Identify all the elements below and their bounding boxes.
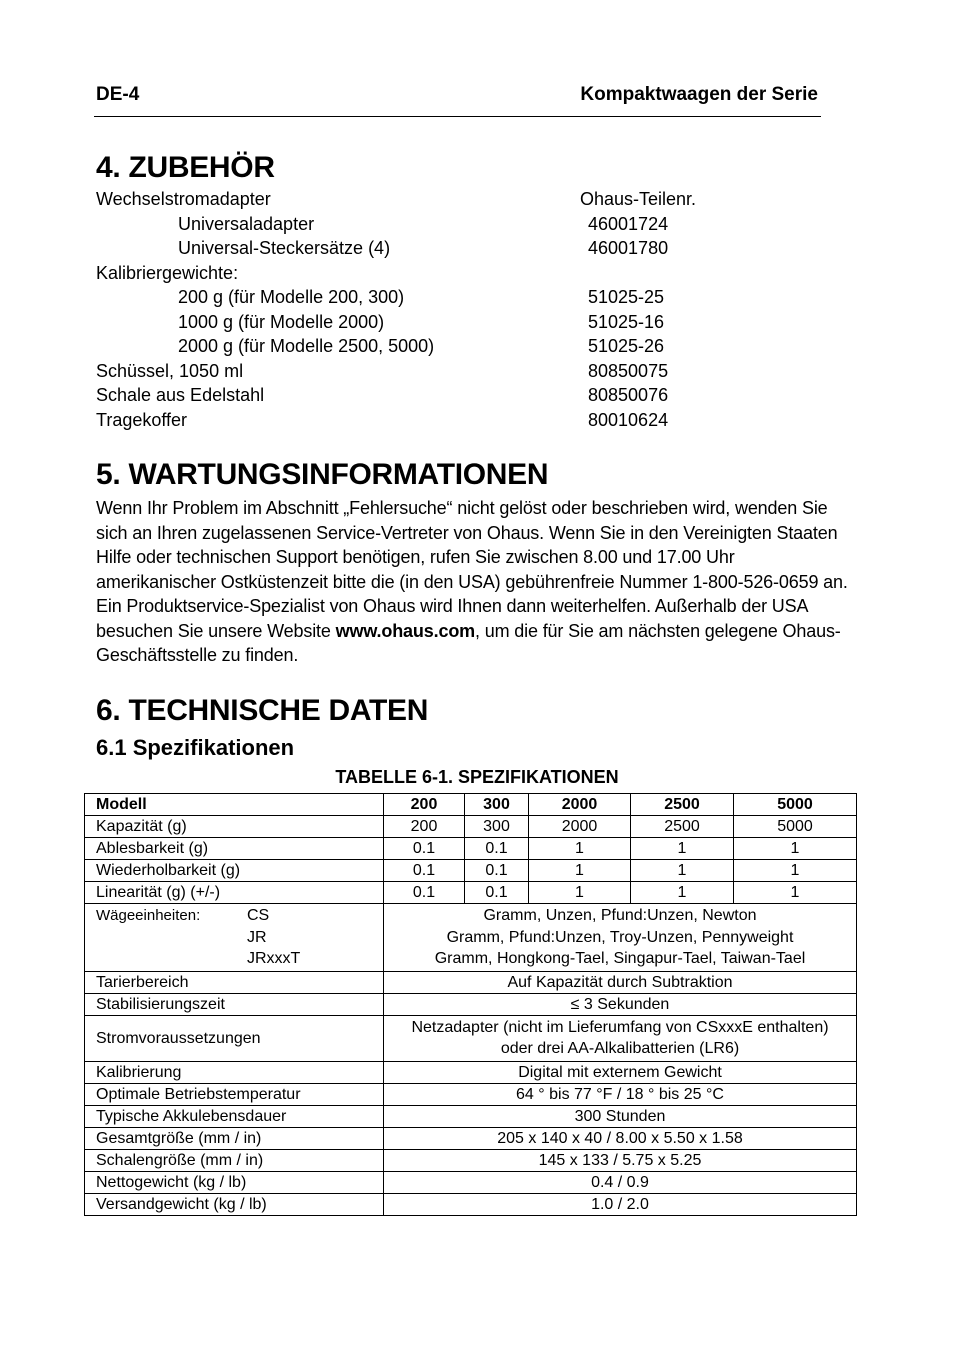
table-cell: 0.1	[465, 882, 529, 904]
specifications-table	[84, 793, 857, 1216]
model-header-cell: 2500	[631, 794, 734, 816]
spec-label: Typische Akkulebensdauer	[85, 1105, 384, 1127]
table-cell: 0.1	[465, 838, 529, 860]
spec-label: Versandgewicht (kg / lb)	[85, 1193, 384, 1215]
spec-label: Kapazität (g)	[85, 816, 384, 838]
accessory-part-number: 51025-25	[588, 287, 665, 307]
spec-value	[384, 1015, 857, 1061]
table-row	[85, 1061, 857, 1083]
model-header-cell: 200	[384, 794, 465, 816]
table-row	[85, 816, 857, 838]
spec-label: Schalengröße (mm / in)	[85, 1149, 384, 1171]
weighing-units-label	[96, 905, 383, 969]
table-row	[85, 1193, 857, 1215]
spec-value: 64 ° bis 77 °F / 18 ° bis 25 °C	[384, 1083, 857, 1105]
table-cell: 0.1	[384, 882, 465, 904]
service-paragraph	[96, 496, 856, 668]
table-cell: 1	[734, 838, 857, 860]
weighing-units-title: Wägeeinheiten:	[96, 907, 201, 925]
table-row	[85, 904, 857, 972]
accessory-part-number: 80010624	[588, 409, 669, 430]
accessory-row	[96, 383, 796, 408]
accessory-name: 2000 g (für Modelle 2500, 5000)	[178, 336, 435, 356]
service-text-part1: Wenn Ihr Problem im Abschnitt „Fehlersuche“ nicht gelöst oder beschrieben wird, wenden Sie sich an Ihren zugelassenen Service-Vertreter von Ohaus. Wenn Sie in den Vereinigten Staaten Hilfe oder technischen Support benötigen, rufen Sie zwischen 8.00 und 17.00 Uhr amerikanischer Ostküstenzeit bitte die (in den USA) gebührenfreie Nummer 1-800-526-0659 an. Ein Produktservice-Spezialist von Ohaus wird Ihnen dann weiterhelfen. Außerhalb der USA besuchen Sie unsere Website	[96, 498, 848, 641]
unit-model-key: JRxxxT	[247, 950, 301, 968]
accessory-part-number: Ohaus-Teilenr.	[580, 189, 697, 209]
accessory-row	[96, 285, 796, 310]
spec-label: Nettogewicht (kg / lb)	[85, 1171, 384, 1193]
table-caption: TABELLE 6-1. SPEZIFIKATIONEN	[335, 767, 619, 787]
accessory-name: Schüssel, 1050 ml	[96, 360, 244, 381]
table-cell: 1	[631, 838, 734, 860]
unit-list: Gramm, Hongkong-Tael, Singapur-Tael, Taiwan-Tael	[434, 950, 806, 967]
table-cell: 0.1	[384, 838, 465, 860]
accessory-row	[96, 334, 796, 359]
accessory-name: 200 g (für Modelle 200, 300)	[178, 287, 405, 307]
table-cell: 1	[631, 860, 734, 882]
accessory-part-number: 51025-26	[588, 336, 665, 356]
unit-model-key: JR	[247, 928, 267, 946]
page-number: DE-4	[96, 84, 140, 105]
table-cell: 1	[529, 860, 631, 882]
row-header-cell: Modell	[85, 794, 384, 816]
power-line: oder drei AA-Alkalibatterien (LR6)	[500, 1040, 740, 1057]
accessory-part-number: 46001780	[588, 238, 669, 258]
table-cell: 2500	[631, 816, 734, 838]
table-header-row	[85, 794, 857, 816]
accessory-name: Wechselstromadapter	[96, 189, 271, 209]
table-cell: 1	[734, 860, 857, 882]
table-cell: 0.1	[384, 860, 465, 882]
service-text-part2: , um die für Sie am nächsten gelegene Ohaus-Geschäftsstelle zu finden.	[96, 620, 841, 665]
table-row	[85, 1083, 857, 1105]
spec-label: Stromvoraussetzungen	[85, 1015, 384, 1061]
unit-list: Gramm, Unzen, Pfund:Unzen, Newton	[483, 907, 757, 924]
header-divider	[94, 116, 821, 117]
table-cell: 1	[529, 882, 631, 904]
unit-model-key: CS	[247, 907, 270, 925]
spec-label: Stabilisierungszeit	[85, 993, 384, 1015]
accessory-name: 1000 g (für Modelle 2000)	[178, 311, 385, 332]
website-link[interactable]: www.ohaus.com	[335, 620, 476, 641]
accessory-name: Universal-Steckersätze (4)	[178, 238, 391, 258]
spec-value: Auf Kapazität durch Subtraktion	[384, 971, 857, 993]
table-cell: 2000	[529, 816, 631, 838]
spec-label: Kalibrierung	[85, 1061, 384, 1083]
accessory-row	[96, 212, 796, 237]
weighing-units-models	[247, 905, 300, 970]
spec-value: 205 x 140 x 40 / 8.00 x 5.50 x 1.58	[384, 1127, 857, 1149]
spec-value: 300 Stunden	[384, 1105, 857, 1127]
accessory-row	[96, 187, 796, 212]
model-header-cell: 2000	[529, 794, 631, 816]
accessory-row	[96, 359, 796, 384]
unit-list: Gramm, Pfund:Unzen, Troy-Unzen, Pennyweight	[446, 928, 794, 946]
table-row	[85, 838, 857, 860]
accessory-part-number: 80850076	[588, 385, 669, 405]
accessory-row	[96, 261, 796, 286]
spec-value: 1.0 / 2.0	[384, 1193, 857, 1215]
table-row	[85, 860, 857, 882]
table-cell: 1	[734, 882, 857, 904]
section-title-technical-data: 6. TECHNISCHE DATEN	[96, 694, 429, 727]
table-row	[85, 882, 857, 904]
accessory-row	[96, 236, 796, 261]
table-cell: 1	[631, 882, 734, 904]
table-cell: 200	[384, 816, 465, 838]
accessories-list	[96, 187, 796, 432]
spec-value: 0.4 / 0.9	[384, 1171, 857, 1193]
model-header-cell: 300	[465, 794, 529, 816]
spec-label: Wiederholbarkeit (g)	[85, 860, 384, 882]
spec-value: 145 x 133 / 5.75 x 5.25	[384, 1149, 857, 1171]
accessory-part-number: 80850075	[588, 360, 669, 381]
subsection-title-specifications: 6.1 Spezifikationen	[96, 735, 295, 760]
accessory-part-number: 46001724	[588, 213, 669, 234]
accessory-row	[96, 310, 796, 335]
spec-label	[85, 904, 384, 972]
table-cell: 5000	[734, 816, 857, 838]
table-row	[85, 1149, 857, 1171]
table-cell: 0.1	[465, 860, 529, 882]
accessory-part-number: 51025-16	[588, 311, 665, 332]
accessory-name: Tragekoffer	[96, 409, 188, 430]
weighing-units-values	[384, 904, 857, 972]
table-row	[85, 1127, 857, 1149]
spec-value: Digital mit externem Gewicht	[384, 1061, 857, 1083]
model-header-cell: 5000	[734, 794, 857, 816]
table-row	[85, 971, 857, 993]
spec-label: Ablesbarkeit (g)	[85, 838, 384, 860]
spec-label: Gesamtgröße (mm / in)	[85, 1127, 384, 1149]
accessory-name: Schale aus Edelstahl	[96, 385, 265, 405]
power-line: Netzadapter (nicht im Lieferumfang von CSxxxE enthalten)	[411, 1018, 829, 1036]
accessory-name: Kalibriergewichte:	[96, 262, 239, 283]
table-row	[85, 993, 857, 1015]
table-row	[85, 1015, 857, 1061]
spec-label: Tarierbereich	[85, 971, 384, 993]
section-title-service: 5. WARTUNGSINFORMATIONEN	[96, 458, 549, 491]
table-cell: 300	[465, 816, 529, 838]
table-row	[85, 1105, 857, 1127]
accessory-name: Universaladapter	[178, 213, 315, 234]
section-title-accessories: 4. ZUBEHÖR	[96, 151, 275, 184]
spec-value: ≤ 3 Sekunden	[384, 993, 857, 1015]
spec-label: Optimale Betriebstemperatur	[85, 1083, 384, 1105]
table-cell: 1	[529, 838, 631, 860]
document-title: Kompaktwaagen der Serie	[580, 84, 818, 105]
spec-label: Linearität (g) (+/-)	[85, 882, 384, 904]
accessory-row	[96, 408, 796, 433]
table-row	[85, 1171, 857, 1193]
